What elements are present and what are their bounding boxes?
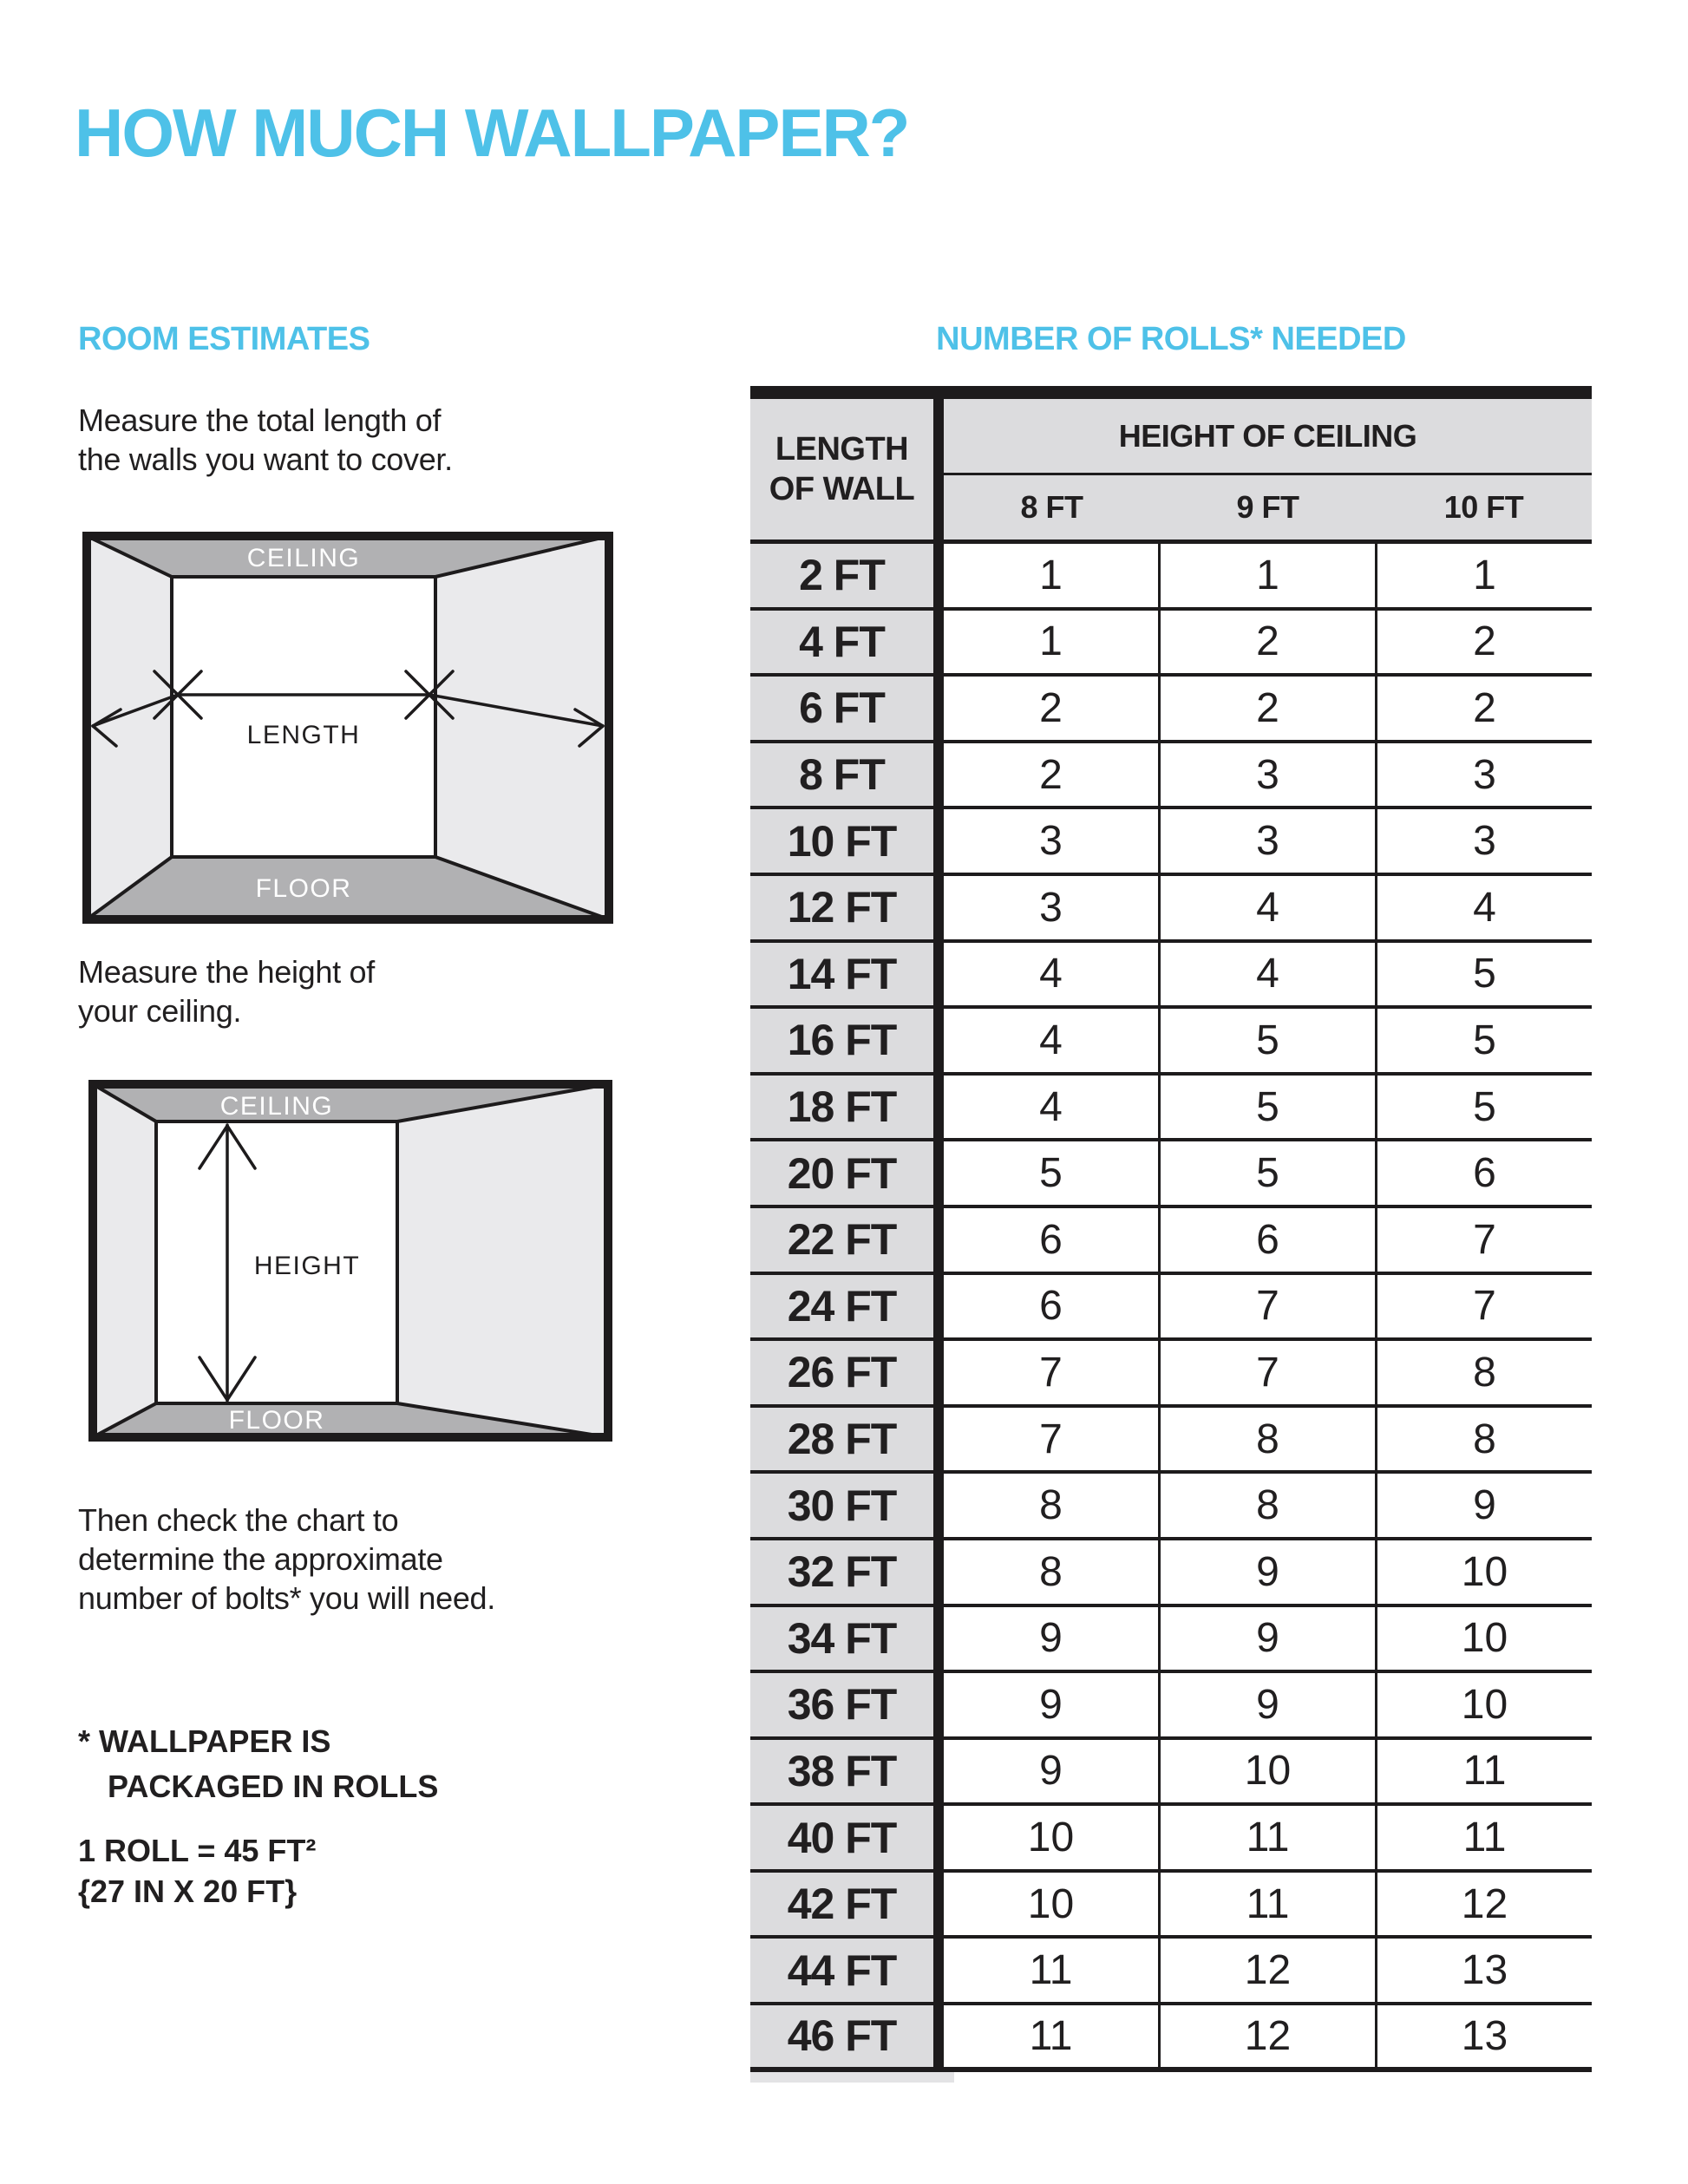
table-row [750,943,1592,1010]
table-row [750,1673,1592,1740]
text-line: LENGTH [775,431,909,468]
cell-value: 9 [1158,1540,1375,1604]
cell-value: 2 [1039,684,1063,731]
cell-value: 4 [1375,876,1592,939]
cell-value: 8 [1375,1408,1592,1471]
text-line: Then check the chart to [78,1502,399,1538]
cell-value: 5 [1158,1009,1375,1072]
cell-value: 2 [1039,751,1063,798]
table-header [750,399,1592,544]
page-title: HOW MUCH WALLPAPER? [75,95,909,171]
length-of-wall-header [750,399,944,539]
row-label: 30 FT [750,1474,944,1537]
row-label: 8 FT [750,743,944,807]
cell-value: 7 [1158,1275,1375,1338]
cell-value: 5 [1375,1009,1592,1072]
row-label: 14 FT [750,943,944,1006]
cell-value: 8 [1039,1482,1063,1529]
text-line: the walls you want to cover. [78,441,453,477]
cell-value: 3 [1158,809,1375,873]
cell-value: 4 [1039,1083,1063,1130]
cell-value: 4 [1158,876,1375,939]
cell-value: 7 [1039,1416,1063,1462]
cell-value: 6 [1375,1141,1592,1205]
left-wall-face [87,536,172,919]
text-line: number of bolts* you will need. [78,1580,495,1616]
row-label: 28 FT [750,1408,944,1471]
cell-value: 4 [1158,943,1375,1006]
cell-value: 8 [1158,1408,1375,1471]
cell-value: 11 [1029,2012,1073,2059]
column-headers [944,475,1592,539]
table-row [750,1076,1592,1142]
wallpaper-rolls-note [78,1719,438,1809]
table-row [750,743,1592,810]
text-line: Measure the total length of [78,402,442,438]
row-label: 32 FT [750,1540,944,1604]
table-row [750,1540,1592,1607]
cell-value: 10 [1158,1740,1375,1803]
cell-value: 2 [1375,611,1592,674]
cell-value: 12 [1158,2005,1375,2067]
cell-value: 5 [1158,1141,1375,1205]
roll-spec [78,1830,316,1912]
row-label: 26 FT [750,1341,944,1404]
text-line: {27 IN X 20 FT} [78,1873,298,1909]
table-row [750,1408,1592,1475]
table-row [750,876,1592,943]
height-label: HEIGHT [253,1252,361,1280]
cell-value: 3 [1039,818,1063,865]
height-of-ceiling-header: HEIGHT OF CEILING [944,399,1592,475]
cell-value: 3 [1375,743,1592,807]
table-bottom-artifact [750,2072,954,2083]
row-label: 18 FT [750,1076,944,1139]
cell-value: 7 [1375,1275,1592,1338]
cell-value: 7 [1039,1349,1063,1396]
row-label: 38 FT [750,1740,944,1803]
row-label: 20 FT [750,1141,944,1205]
cell-value: 1 [1158,544,1375,607]
cell-value: 13 [1375,2005,1592,2067]
cell-value: 8 [1158,1474,1375,1537]
cell-value: 5 [1375,943,1592,1006]
cell-value: 7 [1375,1208,1592,1272]
cell-value: 5 [1375,1076,1592,1139]
text-line: PACKAGED IN ROLLS [108,1769,439,1804]
row-label: 46 FT [750,2005,944,2067]
table-row [750,1939,1592,2005]
cell-value: 11 [1375,1740,1592,1803]
cell-value: 2 [1158,677,1375,740]
right-wall-face [397,1084,608,1437]
table-row [750,1275,1592,1342]
table-row [750,677,1592,743]
table-row [750,1141,1592,1208]
cell-value: 9 [1375,1474,1592,1537]
table-row [750,1474,1592,1540]
row-label: 24 FT [750,1275,944,1338]
row-label: 22 FT [750,1208,944,1272]
cell-value: 9 [1039,1681,1063,1728]
cell-value: 9 [1158,1673,1375,1736]
cell-value: 6 [1039,1283,1063,1330]
table-row [750,1341,1592,1408]
cell-value: 8 [1039,1548,1063,1595]
cell-value: 2 [1158,611,1375,674]
cell-value: 10 [1027,1815,1075,1861]
table-row [750,809,1592,876]
table-body [750,544,1592,2072]
section-heading-rolls-needed: NUMBER OF ROLLS* NEEDED [936,321,1406,357]
left-wall-face [93,1084,156,1437]
cell-value: 9 [1039,1748,1063,1795]
table-row [750,2005,1592,2072]
instruction-paragraph-3 [78,1501,495,1618]
cell-value: 13 [1375,1939,1592,2002]
cell-value: 6 [1158,1208,1375,1272]
cell-value: 1 [1375,544,1592,607]
table-row [750,1009,1592,1076]
right-wall-face [435,536,609,919]
column-header-9ft: 9 FT [1236,489,1299,525]
row-label: 10 FT [750,809,944,873]
row-label: 36 FT [750,1673,944,1736]
cell-value: 5 [1039,1150,1063,1197]
cell-value: 3 [1158,743,1375,807]
row-label: 16 FT [750,1009,944,1072]
row-label: 4 FT [750,611,944,674]
table-row [750,611,1592,677]
cell-value: 10 [1027,1880,1075,1927]
cell-value: 10 [1375,1607,1592,1671]
cell-value: 9 [1158,1607,1375,1671]
cell-value: 6 [1039,1216,1063,1263]
cell-value: 5 [1158,1076,1375,1139]
cell-value: 10 [1375,1673,1592,1736]
rolls-table [750,386,1592,2083]
row-label: 2 FT [750,544,944,607]
table-top-border [750,386,1592,399]
cell-value: 11 [1158,1806,1375,1869]
row-label: 12 FT [750,876,944,939]
row-label: 34 FT [750,1607,944,1671]
room-length-diagram [82,532,613,924]
cell-value: 12 [1375,1873,1592,1936]
text-line: 1 ROLL = 45 FT² [78,1833,317,1868]
table-row [750,1873,1592,1939]
cell-value: 10 [1375,1540,1592,1604]
ceiling-label: CEILING [246,544,361,572]
cell-value: 3 [1039,884,1063,931]
length-label: LENGTH [246,721,361,749]
back-wall-face [172,577,435,857]
instruction-paragraph-1 [78,401,453,479]
cell-value: 3 [1375,809,1592,873]
floor-label: FLOOR [255,874,352,903]
text-line: Measure the height of [78,954,375,990]
cell-value: 11 [1375,1806,1592,1869]
cell-value: 1 [1039,552,1063,598]
column-header-8ft: 8 FT [1020,489,1083,525]
text-line: * WALLPAPER IS [78,1723,331,1759]
table-row [750,544,1592,611]
row-label: 6 FT [750,677,944,740]
text-line: OF WALL [769,471,915,507]
row-label: 40 FT [750,1806,944,1869]
row-label: 42 FT [750,1873,944,1936]
instruction-paragraph-2 [78,952,375,1030]
room-height-diagram [88,1080,612,1442]
section-heading-room-estimates: ROOM ESTIMATES [78,321,370,357]
cell-value: 11 [1158,1873,1375,1936]
cell-value: 4 [1039,951,1063,997]
cell-value: 2 [1375,677,1592,740]
row-label: 44 FT [750,1939,944,2002]
table-row [750,1607,1592,1674]
floor-label: FLOOR [228,1406,325,1435]
table-row [750,1208,1592,1275]
ceiling-label: CEILING [219,1092,334,1121]
cell-value: 1 [1039,618,1063,665]
table-row [750,1740,1592,1807]
cell-value: 4 [1039,1017,1063,1063]
column-header-10ft: 10 FT [1443,489,1524,525]
cell-value: 9 [1039,1615,1063,1662]
cell-value: 8 [1375,1341,1592,1404]
cell-value: 7 [1158,1341,1375,1404]
text-line: determine the approximate [78,1541,443,1577]
table-row [750,1806,1592,1873]
cell-value: 12 [1158,1939,1375,2002]
text-line: your ceiling. [78,993,242,1029]
cell-value: 11 [1029,1947,1073,1994]
table-header-right [944,399,1592,539]
